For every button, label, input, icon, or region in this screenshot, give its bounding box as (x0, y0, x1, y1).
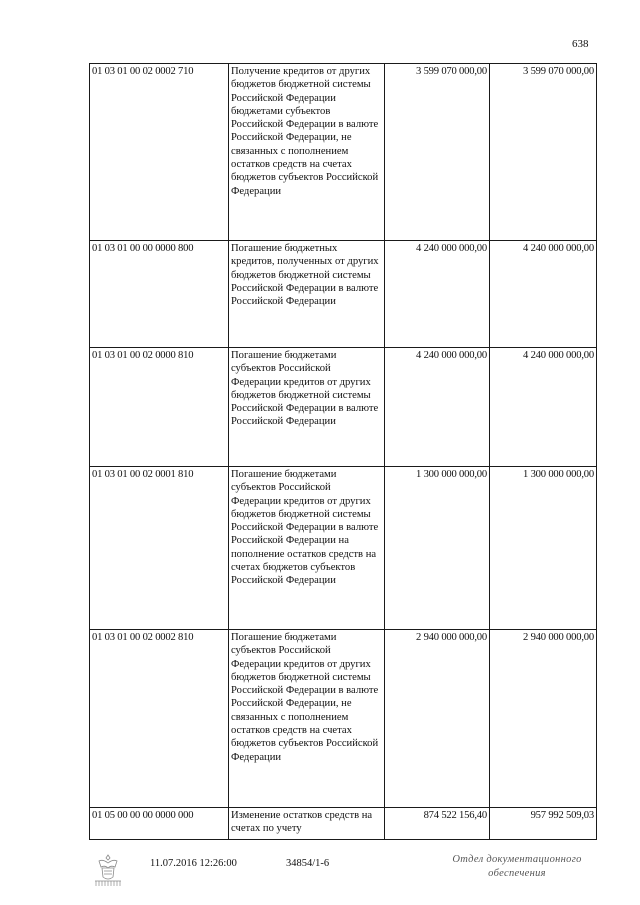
amount-value-2: 3 599 070 000,00 (490, 64, 597, 241)
amount-value-1: 3 599 070 000,00 (385, 64, 490, 241)
row-description: Погашение бюджетами субъектов Российской Федерации кредитов от других бюджетов бюджетной системы Российской Федерации в валюте Российской Федерации, не связанных с пополнением остатков средств на счетах бюджетов субъектов Российской Федерации (229, 630, 385, 808)
row-description: Получение кредитов от других бюджетов бюджетной системы Российской Федерации бюджетами субъектов Российской Федерации в валюте Российской Федерации, не связанных с пополнением остатков средств на счетах бюджетов субъектов Российской Федерации (229, 64, 385, 241)
table-row (90, 808, 597, 840)
table-row (90, 630, 597, 808)
document-number: 34854/1-6 (286, 858, 330, 869)
amount-value-1: 4 240 000 000,00 (385, 241, 490, 348)
amount-value-1: 874 522 156,40 (385, 808, 490, 840)
coat-of-arms-emblem-icon (93, 853, 123, 887)
row-description: Погашение бюджетами субъектов Российской Федерации кредитов от других бюджетов бюджетной системы Российской Федерации в валюте Российской Федерации (229, 348, 385, 467)
amount-value-1: 4 240 000 000,00 (385, 348, 490, 467)
classification-code: 01 03 01 00 02 0002 710 (90, 64, 229, 241)
row-description: Изменение остатков средств на счетах по учету (229, 808, 385, 840)
amount-value-2: 4 240 000 000,00 (490, 348, 597, 467)
classification-code: 01 05 00 00 00 0000 000 (90, 808, 229, 840)
table-row (90, 467, 597, 630)
amount-value-2: 4 240 000 000,00 (490, 241, 597, 348)
amount-value-2: 2 940 000 000,00 (490, 630, 597, 808)
amount-value-2: 957 992 509,03 (490, 808, 597, 840)
page-number: 638 (572, 38, 589, 50)
row-description: Погашение бюджетных кредитов, полученных от других бюджетов бюджетной системы Российской Федерации в валюте Российской Федерации (229, 241, 385, 348)
budget-sources-table (89, 63, 597, 840)
stamp-line-1: Отдел документационного (452, 854, 582, 865)
stamp-line-2: обеспечения (488, 868, 546, 879)
amount-value-1: 1 300 000 000,00 (385, 467, 490, 630)
registration-datetime: 11.07.2016 12:26:00 (150, 858, 237, 869)
table-row (90, 241, 597, 348)
amount-value-1: 2 940 000 000,00 (385, 630, 490, 808)
classification-code: 01 03 01 00 02 0001 810 (90, 467, 229, 630)
table-row (90, 64, 597, 241)
row-description: Погашение бюджетами субъектов Российской Федерации кредитов от других бюджетов бюджетной системы Российской Федерации в валюте Российской Федерации на пополнение остатков средств на счетах бюджетов субъектов Российской Федерации (229, 467, 385, 630)
table-row (90, 348, 597, 467)
classification-code: 01 03 01 00 00 0000 800 (90, 241, 229, 348)
classification-code: 01 03 01 00 02 0002 810 (90, 630, 229, 808)
amount-value-2: 1 300 000 000,00 (490, 467, 597, 630)
classification-code: 01 03 01 00 02 0000 810 (90, 348, 229, 467)
department-stamp (432, 853, 602, 881)
